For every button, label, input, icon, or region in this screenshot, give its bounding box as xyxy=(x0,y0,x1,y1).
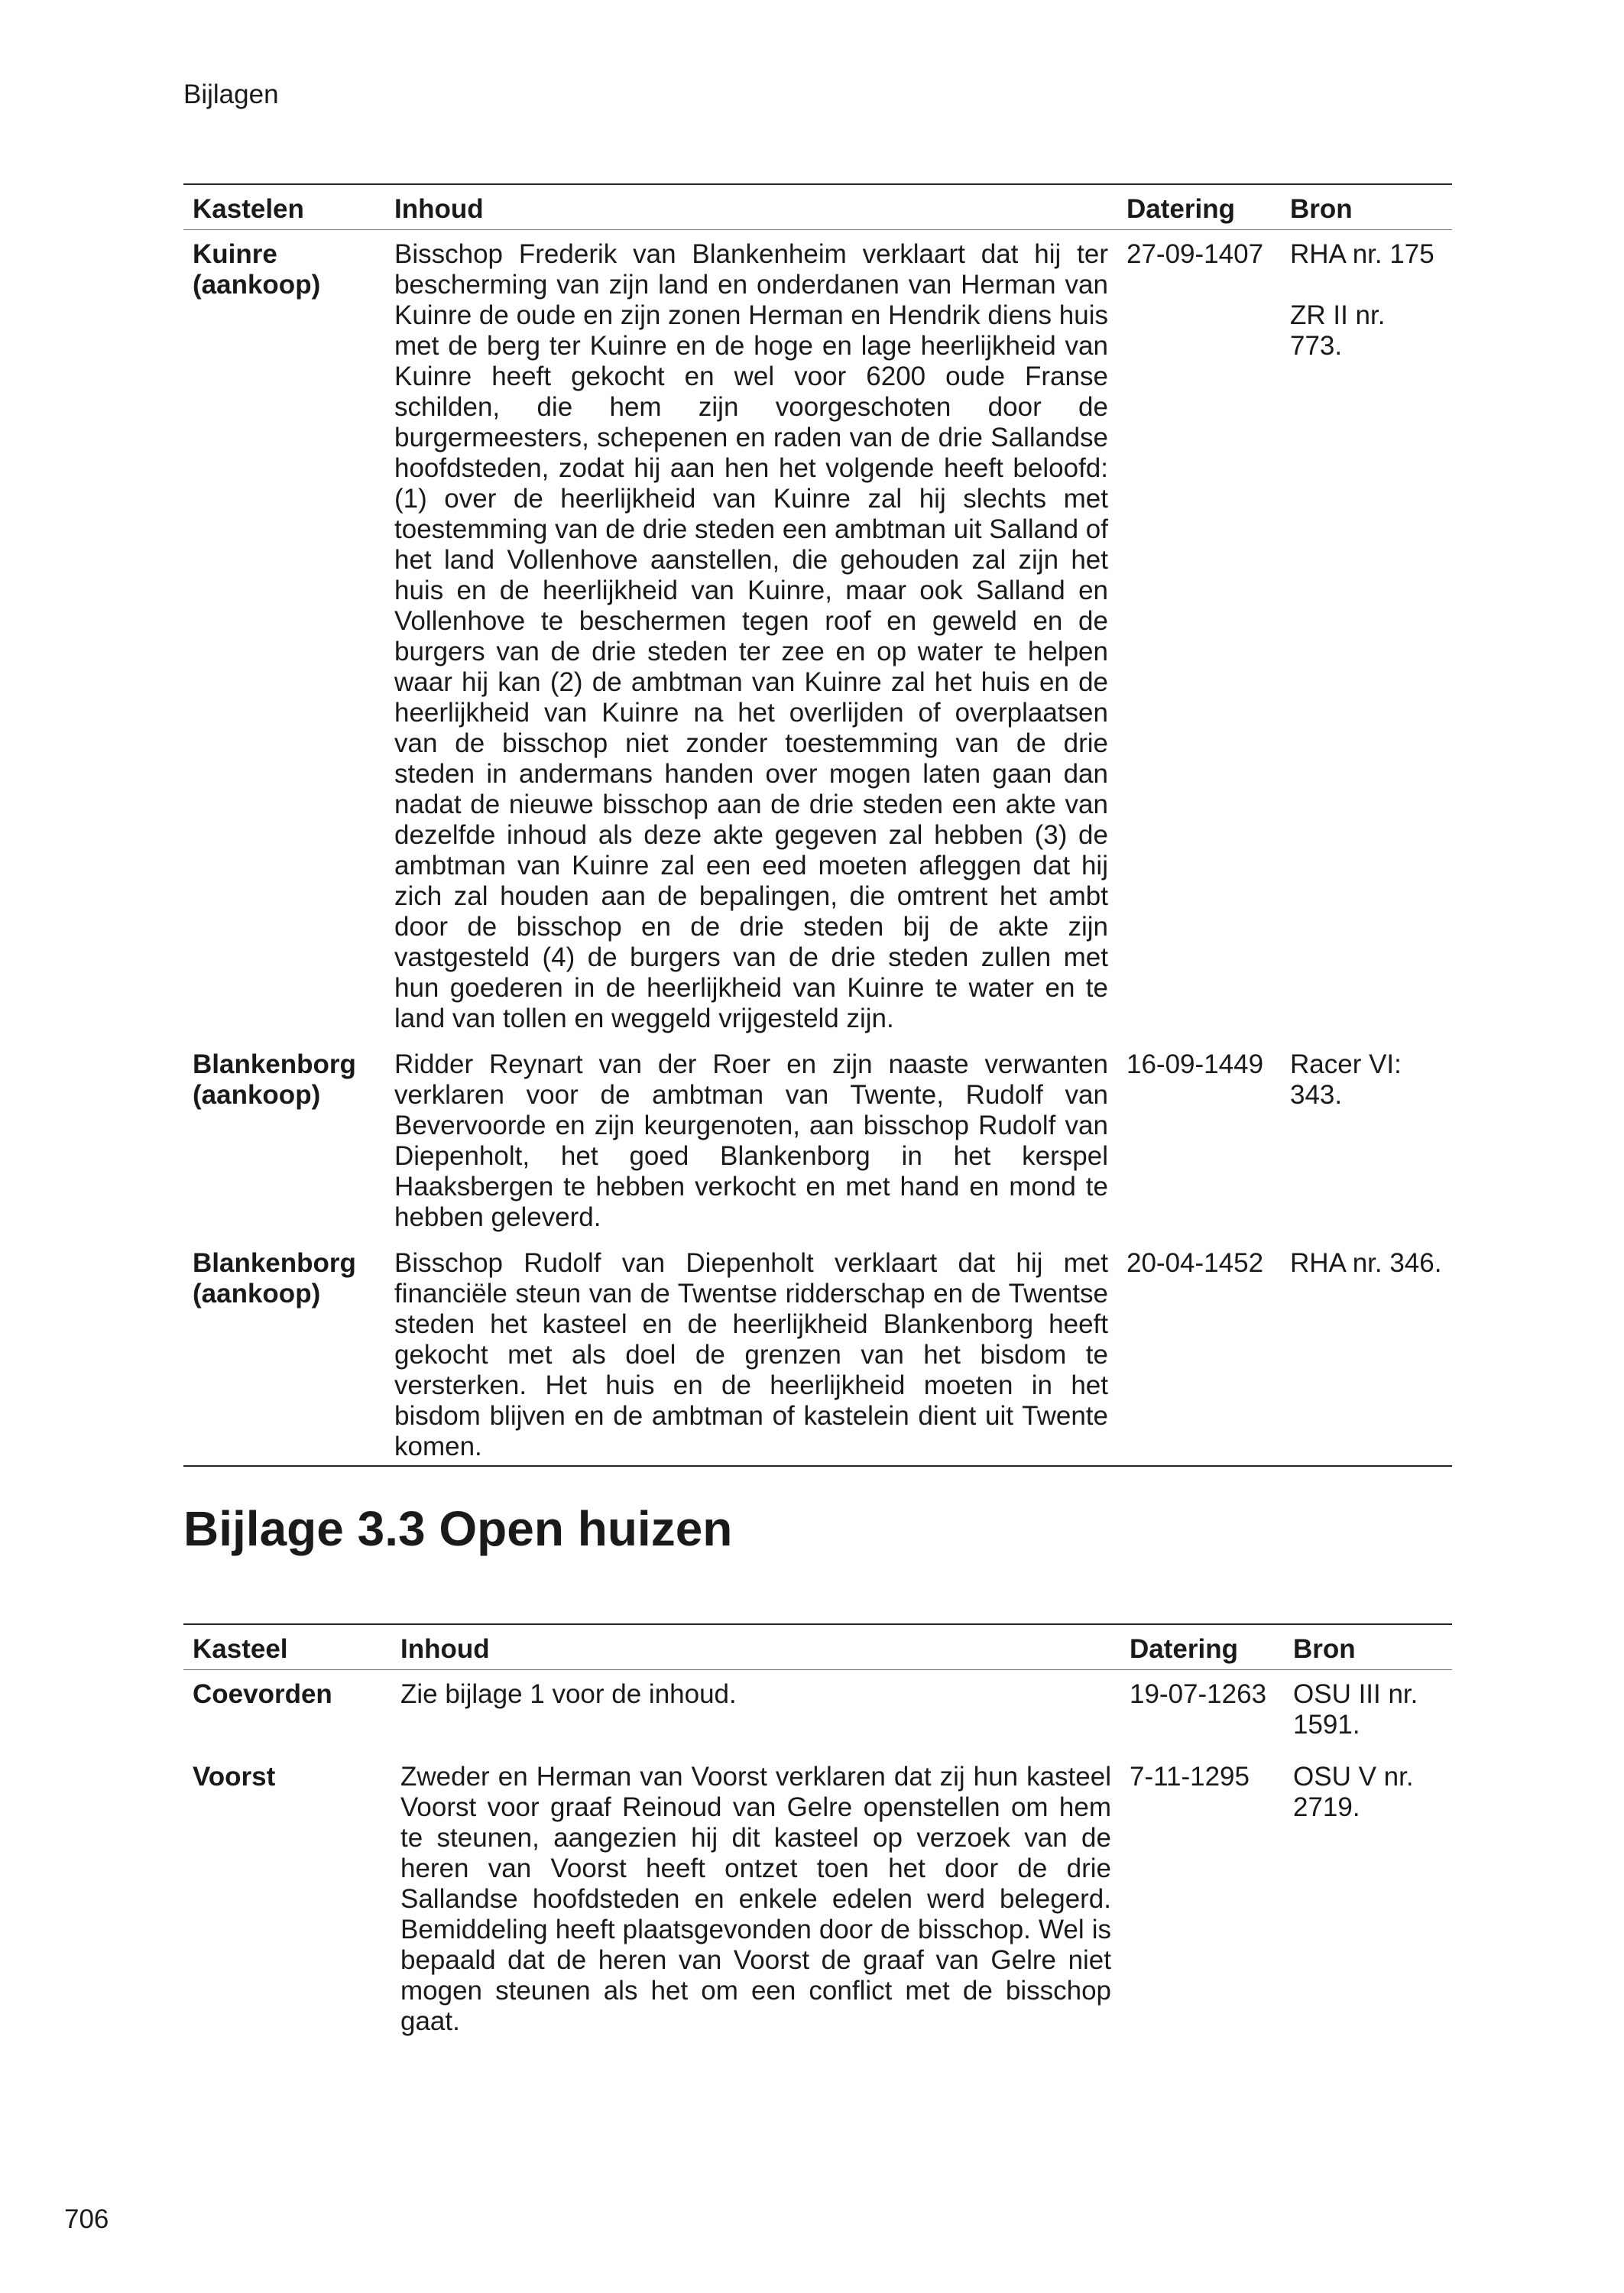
table-row xyxy=(183,230,1452,1044)
castle-note: (aankoop) xyxy=(193,1080,321,1110)
castle-name: Kuinre xyxy=(193,239,277,269)
source-cell: OSU V nr. 2719. xyxy=(1293,1762,1414,1822)
table-row xyxy=(183,1670,1452,1756)
date-cell: 16-09-1449 xyxy=(1126,1049,1264,1079)
column-header-kastelen: Kastelen xyxy=(183,184,385,230)
date-cell: 20-04-1452 xyxy=(1126,1248,1264,1278)
source-cell: Racer VI: 343. xyxy=(1290,1049,1402,1110)
date-cell: 19-07-1263 xyxy=(1130,1679,1267,1709)
castle-note: (aankoop) xyxy=(193,1279,321,1309)
castle-name-cell xyxy=(183,230,385,1044)
page-number: 706 xyxy=(64,2204,109,2234)
source-cell: OSU III nr. 1591. xyxy=(1293,1679,1418,1740)
column-header-bron: Bron xyxy=(1281,184,1452,230)
castle-name-cell: Voorst xyxy=(193,1762,276,1792)
column-header-inhoud: Inhoud xyxy=(385,184,1117,230)
source-cell: RHA nr. 346. xyxy=(1290,1248,1442,1278)
source-text-secondary: ZR II nr. 773. xyxy=(1290,300,1386,361)
castle-name-cell: Coevorden xyxy=(193,1679,332,1709)
table-header-row xyxy=(183,1624,1452,1670)
castle-name-cell xyxy=(183,1043,385,1242)
column-header-datering: Datering xyxy=(1117,184,1281,230)
column-header-bron: Bron xyxy=(1284,1624,1452,1670)
content-cell: Zie bijlage 1 voor de inhoud. xyxy=(400,1679,737,1709)
castle-name: Blankenborg xyxy=(193,1248,356,1278)
source-text: RHA nr. 175 xyxy=(1290,239,1434,269)
column-header-kasteel: Kasteel xyxy=(183,1624,391,1670)
castle-name-cell xyxy=(183,1242,385,1466)
table-row xyxy=(183,1043,1452,1242)
section-title: Bijlage 3.3 Open huizen xyxy=(183,1501,733,1556)
column-header-datering: Datering xyxy=(1120,1624,1284,1670)
table-header-row xyxy=(183,184,1452,230)
content-cell: Zweder en Herman van Voorst verklaren dat zij hun kasteel Voorst voor graaf Reinoud van Gelre openstellen om hem te steunen, aangezien hij dit kasteel op verzoek van de heren van Voorst heeft ontzet toen het door de drie Sallandse hoofdsteden en enkele edelen werd belegerd. Bemiddeling heeft plaatsgevonden door de bisschop. Wel is bepaald dat de heren van Voorst de graaf van Gelre niet mogen steunen als het om een conflict met de bisschop gaat. xyxy=(400,1762,1111,2036)
castle-name: Blankenborg xyxy=(193,1049,356,1079)
content-cell: Bisschop Rudolf van Diepenholt verklaart dat hij met financiële steun van de Twentse ridderschap en de Twentse steden het kasteel en de heerlijkheid Blankenborg heeft gekocht met als doel de grenzen van het bisdom te versterken. Het huis en de heerlijkheid moeten in het bisdom blijven en de ambtman of kastelein dient uit Twente komen. xyxy=(394,1248,1108,1461)
open-houses-table xyxy=(183,1623,1452,2040)
table-row xyxy=(183,1242,1452,1466)
content-cell: Bisschop Frederik van Blankenheim verklaart dat hij ter bescherming van zijn land en onderdanen van Herman van Kuinre de oude en zijn zonen Herman en Hendrik diens huis met de berg ter Kuinre en de hoge en lage heerlijkheid van Kuinre heeft gekocht en wel voor 6200 oude Franse schilden, die hem zijn voorgeschoten door de burgermeesters, schepenen en raden van de drie Sallandse hoofdsteden, zodat hij aan hen het volgende heeft beloofd: (1) over de heerlijkheid van Kuinre zal hij slechts met toestemming van de drie steden een ambtman uit Salland of het land Vollenhove aanstellen, die gehouden zal zijn het huis en de heerlijkheid van Kuinre, maar ook Salland en Vollenhove te beschermen tegen roof en geweld en de burgers van de drie steden ter zee en op water te helpen waar hij kan (2) de ambtman van Kuinre zal het huis en de heerlijkheid van Kuinre na het overlijden of overplaatsen van de bisschop niet zonder toestemming van de drie steden in andermans handen over mogen laten gaan dan nadat de nieuwe bisschop aan de drie steden een akte van dezelfde inhoud als deze akte gegeven zal hebben (3) de ambtman van Kuinre zal een eed moeten afleggen dat hij zich zal houden aan de bepalingen, die omtrent het ambt door de bisschop en de drie steden bij de akte zijn vastgesteld (4) de burgers van de drie steden zullen met hun goederen in de heerlijkheid van Kuinre te water en te land van tollen en weggeld vrijgesteld zijn. xyxy=(394,239,1108,1033)
castle-note: (aankoop) xyxy=(193,270,321,300)
content-cell: Ridder Reynart van der Roer en zijn naaste verwanten verklaren voor de ambtman van Twente, Rudolf van Bevervoorde en zijn keurgenoten, aan bisschop Rudolf van Diepenholt, het goed Blankenborg in het kerspel Haaksbergen te hebben verkocht en met hand en mond te hebben geleverd. xyxy=(394,1049,1108,1232)
date-cell: 27-09-1407 xyxy=(1126,239,1264,269)
running-head: Bijlagen xyxy=(183,79,279,109)
table-row xyxy=(183,1756,1452,2040)
date-cell: 7-11-1295 xyxy=(1130,1762,1250,1792)
column-header-inhoud: Inhoud xyxy=(391,1624,1120,1670)
source-cell xyxy=(1281,230,1452,1044)
castles-purchase-table xyxy=(183,183,1452,1467)
